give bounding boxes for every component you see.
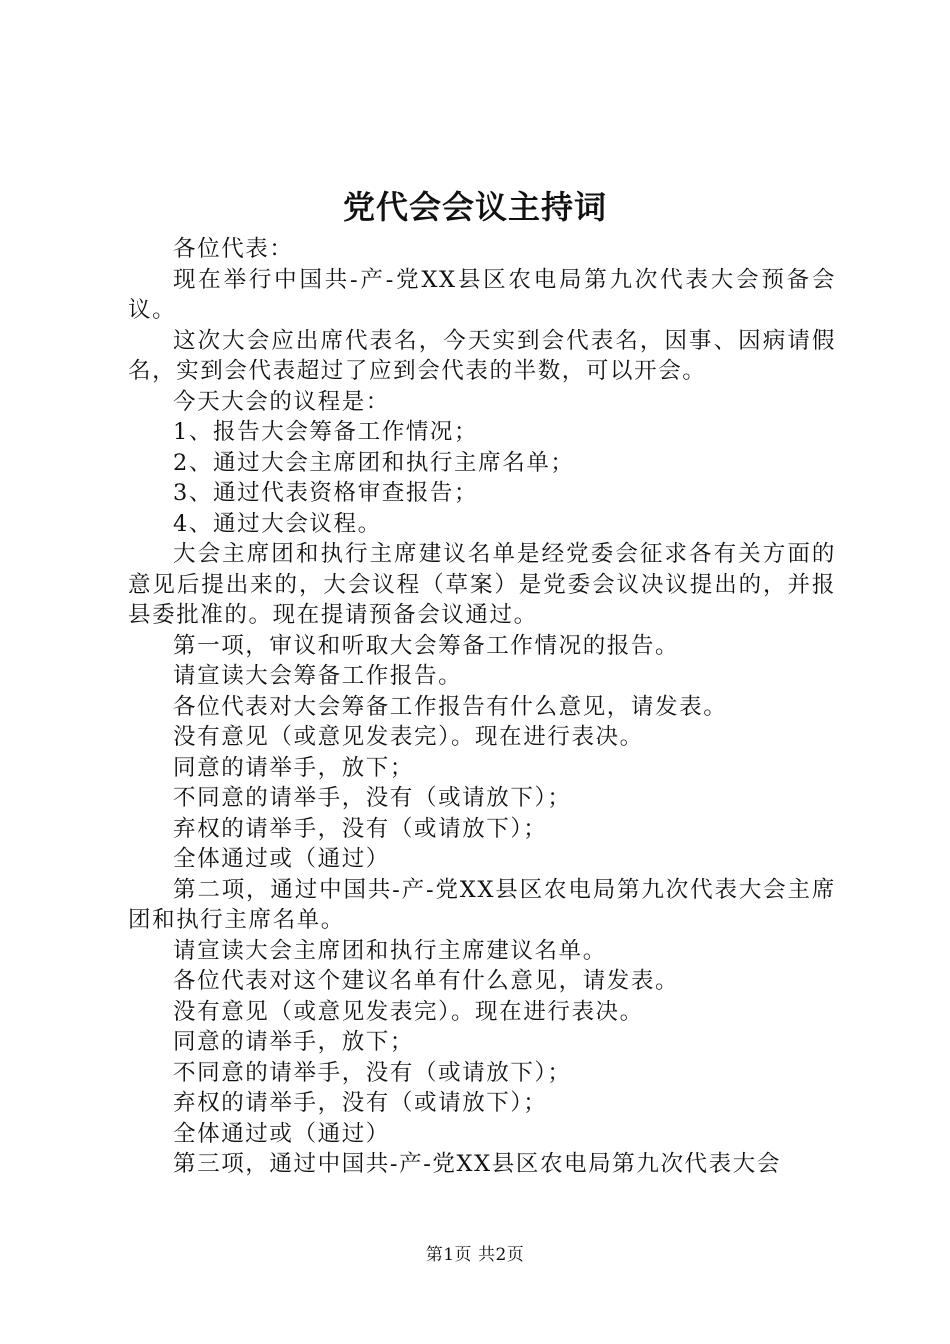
document-title: 党代会会议主持词 [342,188,607,226]
paragraph: 各位代表对这个建议名单有什么意见，请发表。 [173,968,680,994]
paragraph: 同意的请举手，放下； [173,754,415,781]
agenda-item: 4、通过大会议程。 [173,510,382,537]
page-number-footer: 第1页 共2页 [425,1245,525,1265]
paragraph: 现在举行中国共-产-党XX县区农电局第九次代表大会预备会议。 [128,266,836,323]
paragraph: 第三项，通过中国共-产-党XX县区农电局第九次代表大会 [173,1151,781,1177]
paragraph: 各位代表对大会筹备工作报告有什么意见，请发表。 [173,693,728,720]
paragraph: 大会主席团和执行主席建议名单是经党委会征求各有关方面的意见后提出来的，大会议程（草案）是党委会议决议提出的，并报县委批准的。现在提请预备会议通过。 [128,541,836,628]
agenda-item: 1、报告大会筹备工作情况； [173,419,479,445]
paragraph: 这次大会应出席代表名，今天实到会代表名，因事、因病请假名，实到会代表超过了应到会代表的半数，可以开会。 [128,327,836,384]
paragraph: 同意的请举手，放下； [173,1029,415,1055]
paragraph: 没有意见（或意见发表完）。现在进行表决。 [173,998,644,1025]
paragraph: 全体通过或（通过） [173,846,390,872]
paragraph: 第一项，审议和听取大会筹备工作情况的报告。 [173,632,680,659]
paragraph: 第二项，通过中国共-产-党XX县区农电局第九次代表大会主席团和执行主席名单。 [128,876,836,933]
paragraph: 请宣读大会筹备工作报告。 [173,663,463,689]
paragraph: 弃权的请举手，没有（或请放下）； [173,815,548,842]
paragraph: 今天大会的议程是： [173,388,390,415]
paragraph: 请宣读大会主席团和执行主席建议名单。 [173,937,607,964]
document-body [128,234,836,1180]
paragraph: 各位代表： [173,236,294,262]
agenda-item: 2、通过大会主席团和执行主席名单； [173,449,575,476]
paragraph: 不同意的请举手，没有（或请放下）； [173,785,572,811]
agenda-item: 3、通过代表资格审查报告； [173,480,479,506]
paragraph: 全体通过或（通过） [173,1120,390,1147]
paragraph: 弃权的请举手，没有（或请放下）； [173,1090,548,1116]
paragraph: 没有意见（或意见发表完）。现在进行表决。 [173,724,644,750]
paragraph: 不同意的请举手，没有（或请放下）； [173,1059,572,1086]
